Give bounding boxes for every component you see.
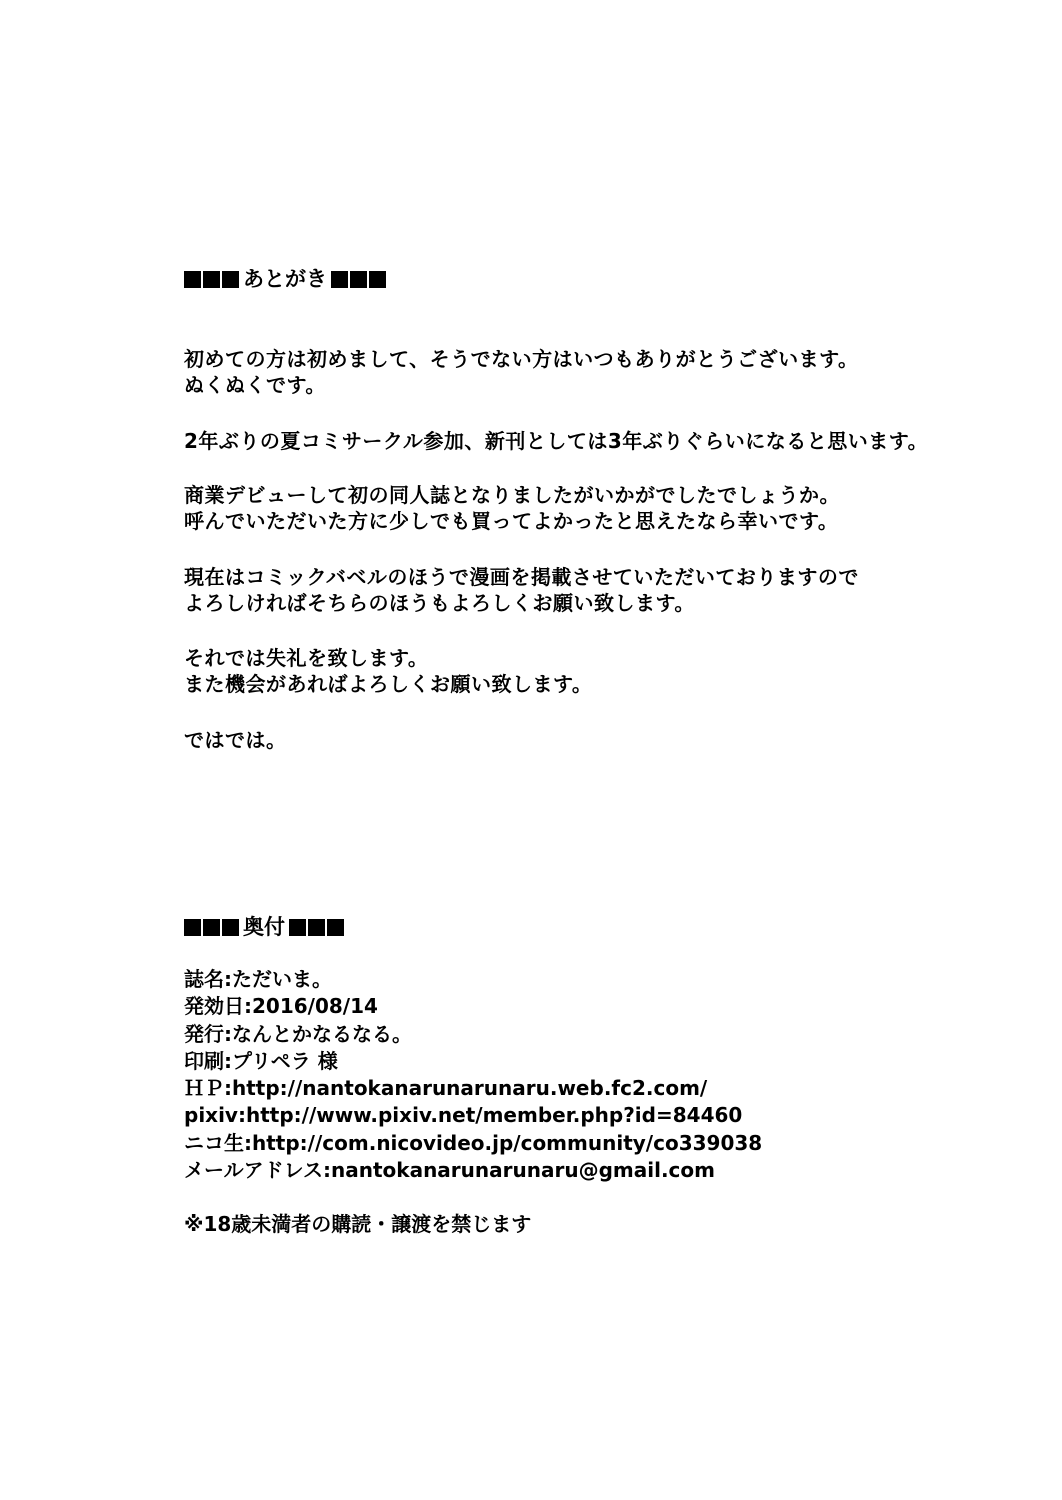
colophon-heading bbox=[184, 912, 346, 942]
afterword-paragraph bbox=[184, 564, 859, 616]
colophon-publisher: 発行:なんとかなるなる。 bbox=[184, 1021, 412, 1046]
colophon-issue-date: 発効日:2016/08/14 bbox=[184, 994, 378, 1019]
afterword-paragraph bbox=[184, 482, 840, 534]
heading-square-icon bbox=[331, 271, 348, 288]
text-line: ではでは。 bbox=[184, 728, 287, 752]
text-line: 現在はコミックバベルのほうで漫画を掲載させていただいておりますので bbox=[184, 565, 859, 589]
text-line: 初めての方は初めまして、そうでない方はいつもありがとうございます。 bbox=[184, 347, 859, 371]
heading-square-icon bbox=[327, 919, 344, 936]
afterword-heading bbox=[184, 264, 388, 294]
text-line: それでは失礼を致します。 bbox=[184, 646, 429, 670]
text-line: 呼んでいただいた方に少しでも買ってよかったと思えたなら幸いです。 bbox=[184, 509, 839, 533]
text-line: ぬくぬくです。 bbox=[184, 373, 326, 397]
heading-square-icon bbox=[369, 271, 386, 288]
heading-square-icon bbox=[184, 271, 201, 288]
heading-square-icon bbox=[203, 271, 220, 288]
age-restriction-notice: ※18歳未満者の購読・譲渡を禁じます bbox=[184, 1212, 532, 1236]
afterword-paragraph bbox=[184, 645, 592, 697]
heading-square-icon bbox=[289, 919, 306, 936]
colophon-pixiv: pixiv:http://www.pixiv.net/member.php?id=84460 bbox=[184, 1103, 743, 1128]
colophon-list bbox=[184, 966, 762, 1184]
colophon-printer: 印刷:プリペラ 様 bbox=[184, 1048, 338, 1073]
colophon-homepage: ＨＰ:http://nantokanarunarunaru.web.fc2.com/ bbox=[184, 1076, 708, 1101]
afterword-paragraph bbox=[184, 346, 859, 398]
heading-square-icon bbox=[308, 919, 325, 936]
text-line: よろしければそちらのほうもよろしくお願い致します。 bbox=[184, 591, 695, 615]
afterword-paragraph bbox=[184, 727, 287, 753]
colophon-email: メールアドレス:nantokanarunarunaru@gmail.com bbox=[184, 1158, 715, 1183]
heading-square-icon bbox=[222, 919, 239, 936]
text-line: 商業デビューして初の同人誌となりましたがいかがでしたでしょうか。 bbox=[184, 483, 840, 507]
text-line: また機会があればよろしくお願い致します。 bbox=[184, 672, 593, 696]
heading-square-icon bbox=[184, 919, 201, 936]
text-line: 2年ぶりの夏コミサークル参加、新刊としては3年ぶりぐらいになると思います。 bbox=[184, 429, 929, 453]
heading-square-icon bbox=[203, 919, 220, 936]
afterword-heading-text: あとがき bbox=[243, 267, 327, 291]
colophon-heading-text: 奥付 bbox=[243, 915, 285, 939]
colophon-title: 誌名:ただいま。 bbox=[184, 967, 332, 991]
afterword-paragraph bbox=[184, 428, 928, 454]
colophon-nico: ニコ生:http://com.nicovideo.jp/community/co339038 bbox=[184, 1130, 763, 1155]
heading-square-icon bbox=[222, 271, 239, 288]
heading-square-icon bbox=[350, 271, 367, 288]
